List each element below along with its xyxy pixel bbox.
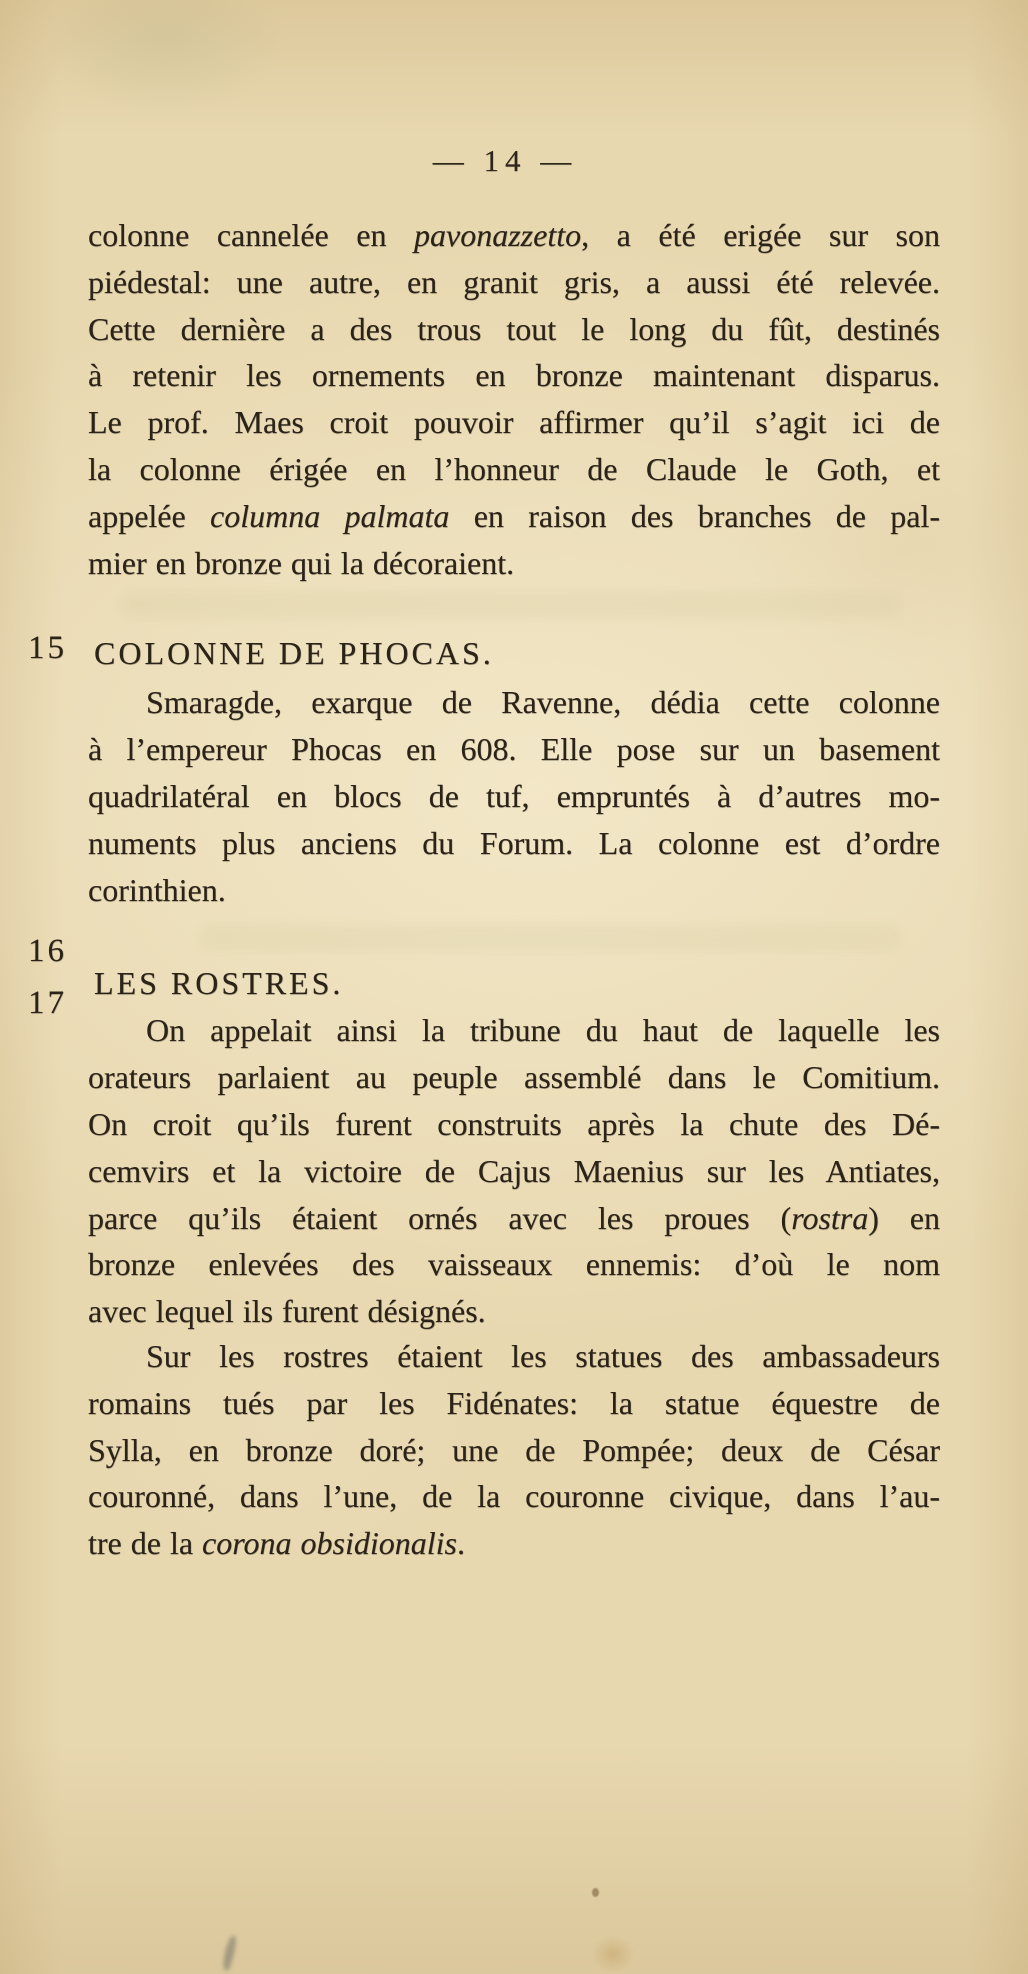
page-number: — 14 — xyxy=(432,143,578,178)
text-line: parce qu’ils étaient ornés avec les proues (rostra) en xyxy=(88,1199,940,1236)
italic-term: columna palmata xyxy=(210,497,450,534)
section-heading-colonne-de-phocas: COLONNE DE PHOCAS. xyxy=(94,635,494,672)
ink-showthrough xyxy=(200,925,900,951)
ink-showthrough xyxy=(120,592,900,618)
text-line: couronné, dans l’une, de la couronne civique, dans l’au- xyxy=(88,1478,940,1515)
text-line: corinthien. xyxy=(88,871,226,908)
section-number-17: 17 xyxy=(28,985,67,1021)
italic-term: corona obsidionalis xyxy=(202,1525,457,1562)
section-number-16: 16 xyxy=(28,933,67,969)
italic-term: pavonazzetto xyxy=(414,217,582,253)
text-column xyxy=(88,212,940,1567)
section-heading-les-rostres: LES ROSTRES. xyxy=(94,965,344,1002)
paragraph-les-rostres-2 xyxy=(88,1333,940,1567)
text-line: Le prof. Maes croit pouvoir affirmer qu’il s’agit ici de xyxy=(88,404,940,441)
text-line: Sur les rostres étaient les statues des ambassadeurs xyxy=(146,1337,940,1374)
text-line: Sylla, en bronze doré; une de Pompée; deux de César xyxy=(88,1431,940,1468)
text-line: Cette dernière a des trous tout le long du fût, destinés xyxy=(88,310,940,347)
text-line: Smaragde, exarque de Ravenne, dédia cette colonne xyxy=(146,684,940,721)
text-line: numents plus anciens du Forum. La colonne est d’ordre xyxy=(88,824,940,861)
text-line: bronze enlevées des vaisseaux ennemis: d’où le nom xyxy=(88,1246,940,1283)
text-line: à retenir les ornements en bronze maintenant disparus. xyxy=(88,357,940,394)
text-line: mier en bronze qui la décoraient. xyxy=(88,544,515,581)
paragraph-continuation xyxy=(88,212,940,586)
paragraph-les-rostres-1 xyxy=(88,1007,940,1335)
text-line: à l’empereur Phocas en 608. Elle pose sur un basement xyxy=(88,731,940,768)
text-line: la colonne érigée en l’honneur de Claude le Goth, et xyxy=(88,450,940,487)
text-line: quadrilatéral en blocs de tuf, empruntés à d’autres mo- xyxy=(88,777,940,814)
paper-stain xyxy=(585,1930,641,1974)
text-line: orateurs parlaient au peuple assemblé dans le Comitium. xyxy=(88,1059,940,1096)
text-line: On croit qu’ils furent construits après la chute des Dé- xyxy=(88,1105,940,1142)
text-line: On appelait ainsi la tribune du haut de laquelle les xyxy=(146,1012,940,1049)
paper-smudge xyxy=(221,1934,238,1971)
text-line: colonne cannelée en pavonazzetto, a été erigée sur son xyxy=(88,217,940,253)
text-line: piédestal: une autre, en granit gris, a aussi été relevée. xyxy=(88,263,940,300)
paragraph-colonne-de-phocas xyxy=(88,679,940,913)
text-line: romains tués par les Fidénates: la statue équestre de xyxy=(88,1384,940,1421)
paper-speck xyxy=(592,1888,599,1897)
italic-term: rostra xyxy=(791,1199,869,1236)
text-line: avec lequel ils furent désignés. xyxy=(88,1293,486,1330)
text-line: appelée columna palmata en raison des branches de pal- xyxy=(88,497,940,534)
section-number-15: 15 xyxy=(28,630,67,666)
text-line: tre de la corona obsidionalis. xyxy=(88,1525,465,1562)
text-line: cemvirs et la victoire de Cajus Maenius sur les Antiates, xyxy=(88,1152,940,1189)
